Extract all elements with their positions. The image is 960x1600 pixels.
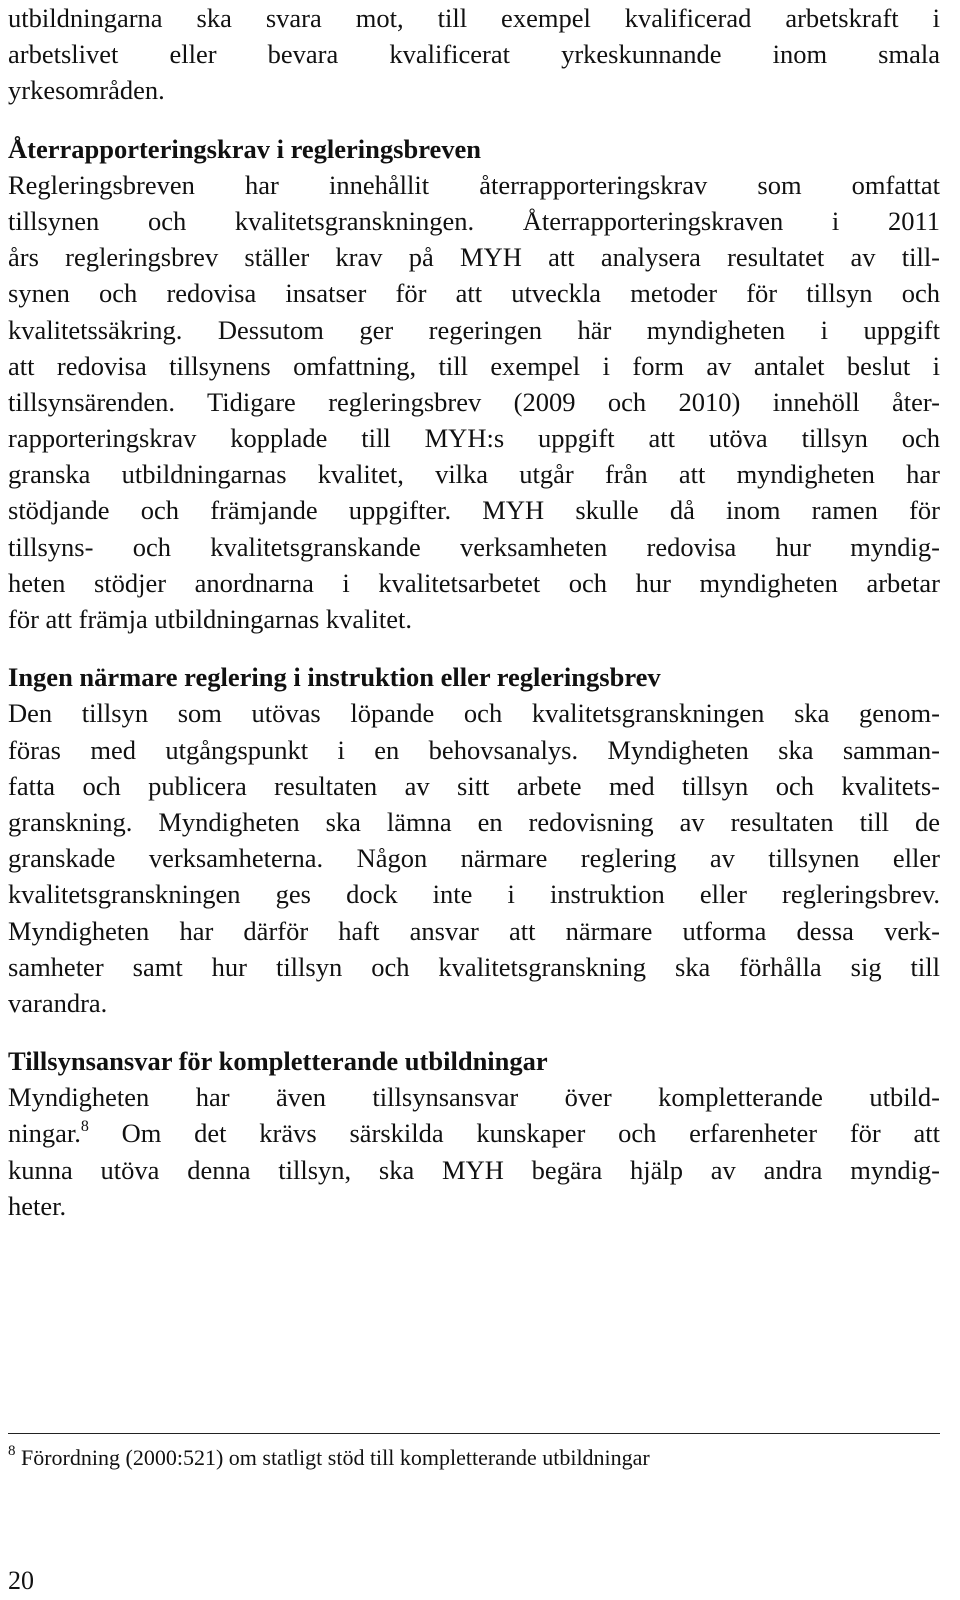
- text-line: tillsynen och kvalitetsgranskningen. Återrapporteringskraven i 2011: [8, 205, 940, 236]
- spacer: [8, 637, 940, 659]
- text-line: granskning. Myndigheten ska lämna en redovisning av resultaten till de: [8, 806, 940, 837]
- text-line: heten stödjer anordnarna i kvalitetsarbetet och hur myndigheten arbetar: [8, 567, 940, 598]
- text-line: heter.: [8, 1190, 67, 1221]
- text-line: yrkesområden.: [8, 75, 165, 106]
- text-fragment: ningar.: [8, 1118, 81, 1149]
- text-line: kvalitetsgranskningen ges dock inte i instruktion eller regleringsbrev.: [8, 879, 940, 910]
- text-line: kvalitetssäkring. Dessutom ger regeringen här myndigheten i uppgift: [8, 314, 940, 345]
- text-line: föras med utgångspunkt i en behovsanalys. Myndigheten ska samman-: [8, 734, 940, 765]
- text-line: Myndigheten har därför haft ansvar att närmare utforma dessa verk-: [8, 915, 940, 946]
- text-line: synen och redovisa insatser för att utveckla metoder för tillsyn och: [8, 278, 940, 309]
- page-number: 20: [8, 1566, 34, 1595]
- text-fragment: Om det krävs särskilda kunskaper och erfarenheter för att: [88, 1118, 940, 1149]
- footnote-divider: [8, 1433, 940, 1434]
- text-line: tillsyns- och kvalitetsgranskande verksamheten redovisa hur myndig-: [8, 531, 940, 562]
- footnote-number: 8: [8, 1443, 16, 1459]
- text-line: granska utbildningarnas kvalitet, vilka utgår från att myndigheten har: [8, 459, 940, 490]
- text-line: fatta och publicera resultaten av sitt arbete med tillsyn och kvalitets-: [8, 770, 940, 801]
- intro-paragraph: [8, 0, 940, 109]
- text-line: års regleringsbrev ställer krav på MYH att analysera resultatet av till-: [8, 242, 940, 273]
- footnote-text: Förordning (2000:521) om statligt stöd till kompletterande utbildningar: [15, 1445, 650, 1470]
- spacer: [8, 109, 940, 131]
- text-line: utbildningarna ska svara mot, till exempel kvalificerad arbetskraft i: [8, 3, 940, 33]
- text-line: granskade verksamheterna. Någon närmare reglering av tillsynen eller: [8, 843, 940, 874]
- document-page: [8, 0, 940, 1224]
- text-line: samheter samt hur tillsyn och kvalitetsgranskning ska förhålla sig till: [8, 951, 940, 982]
- section-heading: Återrapporteringskrav i regleringsbreven: [8, 133, 481, 164]
- section-tillsynsansvar: [8, 1043, 940, 1224]
- spacer: [8, 1021, 940, 1043]
- text-line: kunna utöva denna tillsyn, ska MYH begära hjälp av andra myndig-: [8, 1154, 940, 1185]
- text-line: Regleringsbreven har innehållit återrapporteringskrav som omfattat: [8, 169, 940, 200]
- section-heading: Tillsynsansvar för kompletterande utbildningar: [8, 1046, 548, 1077]
- text-line: Den tillsyn som utövas löpande och kvalitetsgranskningen ska genom-: [8, 698, 940, 729]
- text-line: att redovisa tillsynens omfattning, till exempel i form av antalet beslut i: [8, 350, 940, 381]
- text-line: för att främja utbildningarnas kvalitet.: [8, 604, 412, 634]
- text-line: arbetslivet eller bevara kvalificerat yrkeskunnande inom smala: [8, 39, 940, 70]
- text-line: rapporteringskrav kopplade till MYH:s uppgift att utöva tillsyn och: [8, 423, 940, 454]
- text-line: stödjande och främjande uppgifter. MYH skulle då inom ramen för: [8, 495, 940, 526]
- section-aterrapportering: [8, 131, 940, 638]
- footnote: [8, 1443, 650, 1473]
- text-line: tillsynsärenden. Tidigare regleringsbrev (2009 och 2010) innehöll åter-: [8, 386, 940, 417]
- footnote-reference[interactable]: 8: [80, 1118, 89, 1136]
- text-line-with-footnote: [8, 1115, 940, 1151]
- section-heading: Ingen närmare reglering i instruktion eller regleringsbrev: [8, 662, 661, 693]
- section-ingen-narmare-reglering: [8, 659, 940, 1021]
- text-line: Myndigheten har även tillsynsansvar över kompletterande utbild-: [8, 1082, 940, 1113]
- text-line: varandra.: [8, 987, 108, 1018]
